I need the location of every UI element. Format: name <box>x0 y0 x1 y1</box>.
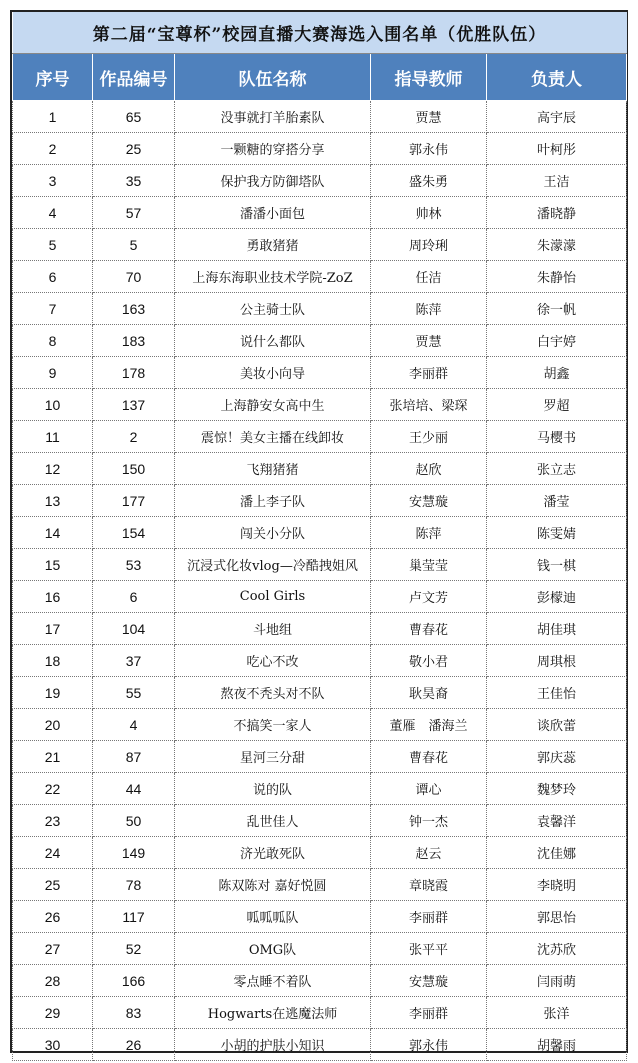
advisor-cell: 曹春花 <box>371 613 487 645</box>
entry-number-cell: 178 <box>93 357 175 389</box>
team-name-cell: 乱世佳人 <box>175 805 371 837</box>
leader-cell: 陈雯婧 <box>487 517 627 549</box>
advisor-cell: 陈萍 <box>371 517 487 549</box>
team-name-cell: Cool Girls <box>175 581 371 613</box>
entry-number-cell: 78 <box>93 869 175 901</box>
entry-number-cell: 183 <box>93 325 175 357</box>
team-name-cell: 星河三分甜 <box>175 741 371 773</box>
leader-cell: 沈佳娜 <box>487 837 627 869</box>
advisor-cell: 贾慧 <box>371 101 487 133</box>
entry-number-cell: 44 <box>93 773 175 805</box>
team-name-cell: 没事就打羊胎素队 <box>175 101 371 133</box>
advisor-cell: 谭心 <box>371 773 487 805</box>
advisor-cell: 李丽群 <box>371 357 487 389</box>
leader-cell: 潘晓静 <box>487 197 627 229</box>
index-cell: 29 <box>13 997 93 1029</box>
entry-number-cell: 53 <box>93 549 175 581</box>
entry-number-cell: 50 <box>93 805 175 837</box>
advisor-cell: 陈萍 <box>371 293 487 325</box>
index-cell: 10 <box>13 389 93 421</box>
team-name-cell: 飞翔猪猪 <box>175 453 371 485</box>
advisor-cell: 耿昊裔 <box>371 677 487 709</box>
table-row <box>13 1029 627 1061</box>
index-cell: 2 <box>13 133 93 165</box>
index-cell: 22 <box>13 773 93 805</box>
advisor-cell: 张培培、梁琛 <box>371 389 487 421</box>
team-name-cell: 潘上李子队 <box>175 485 371 517</box>
leader-cell: 王佳怡 <box>487 677 627 709</box>
index-cell: 7 <box>13 293 93 325</box>
table-body <box>13 101 627 1061</box>
table-row <box>13 805 627 837</box>
table-row <box>13 549 627 581</box>
advisor-cell: 赵欣 <box>371 453 487 485</box>
team-name-cell: 小胡的护肤小知识 <box>175 1029 371 1061</box>
entry-number-cell: 177 <box>93 485 175 517</box>
team-name-cell: 吃心不改 <box>175 645 371 677</box>
table-row <box>13 869 627 901</box>
advisor-cell: 钟一杰 <box>371 805 487 837</box>
sheet-title: 第二届“宝尊杯”校园直播大赛海选入围名单（优胜队伍） <box>13 12 627 54</box>
leader-cell: 郭思怡 <box>487 901 627 933</box>
team-name-cell: 不搞笑一家人 <box>175 709 371 741</box>
index-cell: 19 <box>13 677 93 709</box>
team-name-cell: 上海静安女高中生 <box>175 389 371 421</box>
advisor-cell: 安慧璇 <box>371 485 487 517</box>
entry-number-cell: 55 <box>93 677 175 709</box>
entry-number-cell: 117 <box>93 901 175 933</box>
header-entry-number: 作品编号 <box>93 54 175 101</box>
team-name-cell: 潘潘小面包 <box>175 197 371 229</box>
index-cell: 8 <box>13 325 93 357</box>
entry-number-cell: 104 <box>93 613 175 645</box>
table-row <box>13 101 627 133</box>
advisor-cell: 周玲琍 <box>371 229 487 261</box>
leader-cell: 徐一帆 <box>487 293 627 325</box>
entry-number-cell: 163 <box>93 293 175 325</box>
table-row <box>13 421 627 453</box>
entry-number-cell: 6 <box>93 581 175 613</box>
leader-cell: 张立志 <box>487 453 627 485</box>
header-index: 序号 <box>13 54 93 101</box>
table-row <box>13 325 627 357</box>
advisor-cell: 王少丽 <box>371 421 487 453</box>
advisor-cell: 张平平 <box>371 933 487 965</box>
table-row <box>13 485 627 517</box>
table-row <box>13 229 627 261</box>
index-cell: 20 <box>13 709 93 741</box>
team-name-cell: 说什么都队 <box>175 325 371 357</box>
table-row <box>13 357 627 389</box>
table-row <box>13 837 627 869</box>
table-row <box>13 677 627 709</box>
index-cell: 5 <box>13 229 93 261</box>
header-advisor: 指导教师 <box>371 54 487 101</box>
header-leader: 负责人 <box>487 54 627 101</box>
team-name-cell: 震惊！美女主播在线卸妆 <box>175 421 371 453</box>
entry-number-cell: 26 <box>93 1029 175 1061</box>
index-cell: 26 <box>13 901 93 933</box>
entry-number-cell: 37 <box>93 645 175 677</box>
entry-number-cell: 4 <box>93 709 175 741</box>
table-row <box>13 709 627 741</box>
index-cell: 6 <box>13 261 93 293</box>
table-row <box>13 293 627 325</box>
entry-number-cell: 83 <box>93 997 175 1029</box>
advisor-cell: 董雁 潘海兰 <box>371 709 487 741</box>
entry-number-cell: 5 <box>93 229 175 261</box>
leader-cell: 马樱书 <box>487 421 627 453</box>
entry-number-cell: 166 <box>93 965 175 997</box>
table-row <box>13 773 627 805</box>
leader-cell: 袁馨洋 <box>487 805 627 837</box>
team-name-cell: 上海东海职业技术学院-ZoZ <box>175 261 371 293</box>
index-cell: 4 <box>13 197 93 229</box>
leader-cell: 谈欣蕾 <box>487 709 627 741</box>
leader-cell: 闫雨萌 <box>487 965 627 997</box>
leader-cell: 白宇婷 <box>487 325 627 357</box>
entry-number-cell: 149 <box>93 837 175 869</box>
table-row <box>13 165 627 197</box>
table-row <box>13 453 627 485</box>
advisor-cell: 任洁 <box>371 261 487 293</box>
header-row <box>13 54 627 101</box>
entry-number-cell: 35 <box>93 165 175 197</box>
leader-cell: 彭檬迪 <box>487 581 627 613</box>
team-name-cell: 斗地组 <box>175 613 371 645</box>
advisor-cell: 帅林 <box>371 197 487 229</box>
index-cell: 12 <box>13 453 93 485</box>
leader-cell: 郭庆蕊 <box>487 741 627 773</box>
table-row <box>13 517 627 549</box>
leader-cell: 朱静怡 <box>487 261 627 293</box>
header-team-name: 队伍名称 <box>175 54 371 101</box>
index-cell: 17 <box>13 613 93 645</box>
leader-cell: 潘莹 <box>487 485 627 517</box>
shortlist-table <box>12 12 627 1061</box>
entry-number-cell: 25 <box>93 133 175 165</box>
index-cell: 25 <box>13 869 93 901</box>
table-row <box>13 933 627 965</box>
team-name-cell: 说的队 <box>175 773 371 805</box>
leader-cell: 周琪根 <box>487 645 627 677</box>
team-name-cell: OMG队 <box>175 933 371 965</box>
team-name-cell: 陈双陈对 嘉好悦圆 <box>175 869 371 901</box>
leader-cell: 叶柯彤 <box>487 133 627 165</box>
index-cell: 24 <box>13 837 93 869</box>
team-name-cell: 勇敢猪猪 <box>175 229 371 261</box>
team-name-cell: 一颗糖的穿搭分享 <box>175 133 371 165</box>
shortlist-sheet <box>10 10 628 1053</box>
team-name-cell: 保护我方防御塔队 <box>175 165 371 197</box>
index-cell: 15 <box>13 549 93 581</box>
index-cell: 13 <box>13 485 93 517</box>
advisor-cell: 巢莹莹 <box>371 549 487 581</box>
table-row <box>13 581 627 613</box>
entry-number-cell: 154 <box>93 517 175 549</box>
index-cell: 14 <box>13 517 93 549</box>
table-row <box>13 645 627 677</box>
table-row <box>13 197 627 229</box>
advisor-cell: 敬小君 <box>371 645 487 677</box>
index-cell: 27 <box>13 933 93 965</box>
index-cell: 9 <box>13 357 93 389</box>
advisor-cell: 郭永伟 <box>371 1029 487 1061</box>
index-cell: 23 <box>13 805 93 837</box>
leader-cell: 李晓明 <box>487 869 627 901</box>
table-row <box>13 965 627 997</box>
advisor-cell: 卢文芳 <box>371 581 487 613</box>
entry-number-cell: 87 <box>93 741 175 773</box>
advisor-cell: 盛朱勇 <box>371 165 487 197</box>
entry-number-cell: 57 <box>93 197 175 229</box>
table-row <box>13 741 627 773</box>
advisor-cell: 赵云 <box>371 837 487 869</box>
team-name-cell: Hogwarts在逃魔法师 <box>175 997 371 1029</box>
table-row <box>13 389 627 421</box>
team-name-cell: 闯关小分队 <box>175 517 371 549</box>
team-name-cell: 沉浸式化妆vlog—冷酷拽姐风 <box>175 549 371 581</box>
entry-number-cell: 150 <box>93 453 175 485</box>
index-cell: 18 <box>13 645 93 677</box>
leader-cell: 胡鑫 <box>487 357 627 389</box>
leader-cell: 王洁 <box>487 165 627 197</box>
team-name-cell: 济光敢死队 <box>175 837 371 869</box>
index-cell: 11 <box>13 421 93 453</box>
advisor-cell: 李丽群 <box>371 997 487 1029</box>
team-name-cell: 美妆小向导 <box>175 357 371 389</box>
leader-cell: 胡馨雨 <box>487 1029 627 1061</box>
entry-number-cell: 2 <box>93 421 175 453</box>
leader-cell: 胡佳琪 <box>487 613 627 645</box>
index-cell: 28 <box>13 965 93 997</box>
advisor-cell: 郭永伟 <box>371 133 487 165</box>
entry-number-cell: 65 <box>93 101 175 133</box>
advisor-cell: 曹春花 <box>371 741 487 773</box>
table-row <box>13 261 627 293</box>
team-name-cell: 呱呱呱队 <box>175 901 371 933</box>
leader-cell: 钱一棋 <box>487 549 627 581</box>
entry-number-cell: 52 <box>93 933 175 965</box>
team-name-cell: 熬夜不秃头对不队 <box>175 677 371 709</box>
index-cell: 30 <box>13 1029 93 1061</box>
index-cell: 21 <box>13 741 93 773</box>
table-row <box>13 997 627 1029</box>
team-name-cell: 零点睡不着队 <box>175 965 371 997</box>
team-name-cell: 公主骑士队 <box>175 293 371 325</box>
leader-cell: 朱濛濛 <box>487 229 627 261</box>
advisor-cell: 贾慧 <box>371 325 487 357</box>
index-cell: 1 <box>13 101 93 133</box>
entry-number-cell: 70 <box>93 261 175 293</box>
index-cell: 3 <box>13 165 93 197</box>
entry-number-cell: 137 <box>93 389 175 421</box>
leader-cell: 沈苏欣 <box>487 933 627 965</box>
table-row <box>13 901 627 933</box>
table-row <box>13 613 627 645</box>
table-row <box>13 133 627 165</box>
index-cell: 16 <box>13 581 93 613</box>
leader-cell: 张洋 <box>487 997 627 1029</box>
advisor-cell: 安慧璇 <box>371 965 487 997</box>
leader-cell: 魏梦玲 <box>487 773 627 805</box>
leader-cell: 罗超 <box>487 389 627 421</box>
leader-cell: 高宇辰 <box>487 101 627 133</box>
advisor-cell: 李丽群 <box>371 901 487 933</box>
advisor-cell: 章晓霞 <box>371 869 487 901</box>
title-row <box>13 12 627 54</box>
